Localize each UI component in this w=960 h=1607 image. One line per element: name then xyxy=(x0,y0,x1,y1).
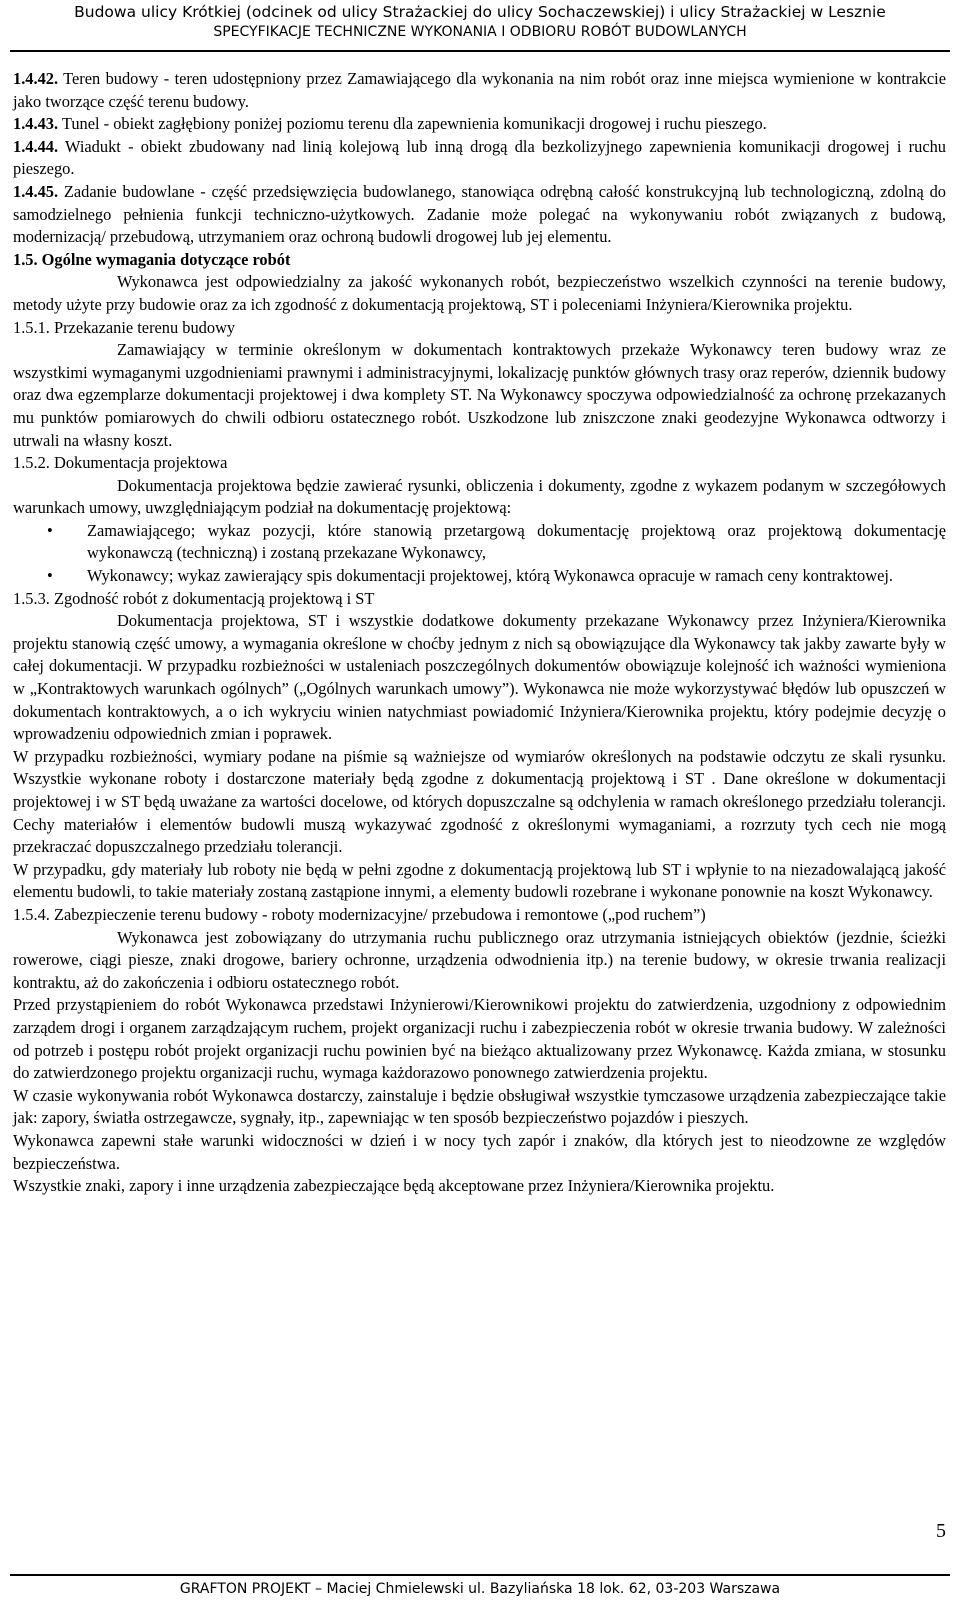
list-item xyxy=(13,565,946,588)
section-heading-1-5-2: 1.5.2. Dokumentacja projektowa xyxy=(13,453,228,473)
section-1-5-2-text: Dokumentacja projektowa będzie zawierać rysunki, obliczenia i dokumenty, zgodne z wykazem podanym w szczegółowych warunkach umowy, uwzględniającym podział na dokumentację projektową: xyxy=(13,475,946,518)
definition-text: Zadanie budowlane - część przedsięwzięcia budowlanego, stanowiąca odrębną całość konstrukcyjną lub technologiczną, zdolną do samodzielnego pełnienia funkcji techniczno-użytkowych. Zadanie może polegać na wykonywaniu robót związanych z budową, modernizacją/ przebudową, utrzymaniem oraz ochroną budowli drogowej lub jej elementu. xyxy=(13,181,946,247)
definition-1-4-42 xyxy=(13,68,946,113)
section-1-5-4-paragraph-5: Wszystkie znaki, zapory i inne urządzenia zabezpieczające będą akceptowane przez Inżyniera/Kierownika projektu. xyxy=(13,1176,775,1196)
definition-1-4-43 xyxy=(13,113,946,136)
page-header xyxy=(0,0,960,56)
header-rule xyxy=(10,50,950,52)
definition-number: 1.4.44. xyxy=(13,136,59,156)
definition-number: 1.4.42. xyxy=(13,69,59,88)
section-1-5-4-paragraph-1: Wykonawca jest zobowiązany do utrzymania ruchu publicznego oraz utrzymania istniejących obiektów (jezdnie, ścieżki rowerowe, ciągi piesze, znaki drogowe, bariery ochronne, urządzenia odwodnienia itp.) na terenie budowy, w okresie trwania realizacji kontraktu, aż do zakończenia i odbioru ostatecznego robót. xyxy=(13,927,946,992)
document-body xyxy=(13,68,946,1198)
page-footer: GRAFTON PROJEKT – Maciej Chmielewski ul. Bazyliańska 18 lok. 62, 03-203 Warszawa xyxy=(179,1581,781,1597)
document-subtitle: SPECYFIKACJE TECHNICZNE WYKONANIA I ODBIORU ROBÓT BUDOWLANYCH xyxy=(213,24,747,40)
definition-text: Tunel - obiekt zagłębiony poniżej poziomu terenu dla zapewnienia komunikacji drogowej i ruchu pieszego. xyxy=(58,114,767,134)
document-title: Budowa ulicy Krótkiej (odcinek od ulicy Strażackiej do ulicy Sochaczewskiej) i ulicy Strażackiej w Lesznie xyxy=(74,3,886,21)
definition-1-4-44 xyxy=(13,136,946,181)
page-number: 5 xyxy=(936,1520,946,1542)
section-heading-1-5: 1.5. Ogólne wymagania dotyczące robót xyxy=(13,249,291,269)
list-item-text: Zamawiającego; wykaz pozycji, które stanowią przetargową dokumentację projektową oraz projektową dokumentację wykonawczą (techniczną) i zostaną przekazane Wykonawcy, xyxy=(87,520,946,563)
definition-number: 1.4.45. xyxy=(13,181,59,201)
section-heading-1-5-1: 1.5.1. Przekazanie terenu budowy xyxy=(13,317,236,337)
documentation-list xyxy=(13,520,946,588)
section-1-5-4-paragraph-4: Wykonawca zapewni stałe warunki widoczności w dzień i w nocy tych zapór i znaków, dla których jest to nieodzowne ze względów bezpieczeństwa. xyxy=(13,1130,946,1173)
bullet-icon: • xyxy=(47,520,53,540)
section-1-5-text: Wykonawca jest odpowiedzialny za jakość wykonanych robót, bezpieczeństwo wszelkich czynności na terenie budowy, metody użyte przy budowie oraz za ich zgodność z dokumentacją projektową, ST i poleceniami Inżyniera/Kierownika projektu. xyxy=(13,272,946,314)
definition-number: 1.4.43. xyxy=(13,114,59,134)
section-1-5-4-paragraph-3: W czasie wykonywania robót Wykonawca dostarczy, zainstaluje i będzie obsługiwał wszystkie tymczasowe urządzenia zabezpieczające takie jak: zapory, światła ostrzegawcze, sygnały, itp., zapewniając w ten sposób bezpieczeństwo pojazdów i pieszych. xyxy=(13,1085,946,1128)
list-item xyxy=(13,520,946,565)
section-1-5-3-paragraph-1: Dokumentacja projektowa, ST i wszystkie dodatkowe dokumenty przekazane Wykonawcy przez Inżyniera/Kierownika projektu stanowią część umowy, a wymagania określone w choćby jednym z nich są obowiązujące dla Wykonawcy tak jakby zawarte były w całej dokumentacji. W przypadku rozbieżności w ustaleniach poszczególnych dokumentów obowiązuje kolejność ich ważności wymieniona w „Kontraktowych warunkach ogólnych” („Ogólnych warunkach umowy”). Wykonawca nie może wykorzystywać błędów lub opuszczeń w dokumentach kontraktowych, a o ich wykryciu winien natychmiast powiadomić Inżyniera/Kierownika projektu, który podejmie decyzję o wprowadzeniu odpowiednich zmian i poprawek. xyxy=(13,611,946,744)
definition-1-4-45 xyxy=(13,181,946,249)
list-item-text: Wykonawcy; wykaz zawierający spis dokumentacji projektowej, którą Wykonawca opracuje w ramach ceny kontraktowej. xyxy=(87,566,894,586)
section-heading-1-5-4: 1.5.4. Zabezpieczenie terenu budowy - roboty modernizacyjne/ przebudowa i remontowe („pod ruchem”) xyxy=(13,904,706,924)
section-1-5-1-text: Zamawiający w terminie określonym w dokumentach kontraktowych przekaże Wykonawcy teren budowy wraz ze wszystkimi wymaganymi uzgodnieniami prawnymi i administracyjnymi, lokalizację punktów głównych trasy oraz reperów, dziennik budowy oraz dwa egzemplarze dokumentacji projektowej i dwa komplety ST. Na Wykonawcy spoczywa odpowiedzialność za ochronę przekazanych mu punktów pomiarowych do chwili odbioru ostatecznego robót. Uszkodzone lub zniszczone znaki geodezyjne Wykonawca odtworzy i utrwali na własny koszt. xyxy=(13,340,946,450)
section-1-5-3-paragraph-2: W przypadku rozbieżności, wymiary podane na piśmie są ważniejsze od wymiarów określonych na podstawie odczytu ze skali rysunku. Wszystkie wykonane roboty i dostarczone materiały będą zgodne z dokumentacją projektową i ST . Dane określone w dokumentacji projektowej i w ST będą uważane za wartości docelowe, od których dopuszczalne są odchylenia w ramach określonego przedziału tolerancji. Cechy materiałów i elementów budowli muszą wykazywać zgodność z określonymi wymaganiami, a rozrzuty tych cech nie mogą przekraczać dopuszczalnego przedziału tolerancji. xyxy=(13,746,946,857)
section-1-5-4-paragraph-2: Przed przystąpieniem do robót Wykonawca przedstawi Inżynierowi/Kierownikowi projektu do zatwierdzenia, uzgodniony z odpowiednim zarządem drogi i organem zarządzającym ruchem, projekt organizacji ruchu i zabezpieczenia robót w okresie trwania budowy. W zależności od potrzeb i postępu robót projekt organizacji ruchu powinien być na bieżąco aktualizowany przez Wykonawcę. Każda zmiana, w stosunku do zatwierdzonego projektu organizacji ruchu, wymaga każdorazowo ponownego zatwierdzenia projektu. xyxy=(13,995,946,1083)
bullet-icon: • xyxy=(47,566,53,586)
definition-text: Wiadukt - obiekt zbudowany nad linią kolejową lub inną drogą dla bezkolizyjnego zapewnienia komunikacji drogowej i ruchu pieszego. xyxy=(13,136,946,179)
definition-text: Teren budowy - teren udostępniony przez Zamawiającego dla wykonania na nim robót oraz inne miejsca wymienione w kontrakcie jako tworzące część terenu budowy. xyxy=(13,69,946,111)
section-1-5-3-paragraph-3: W przypadku, gdy materiały lub roboty nie będą w pełni zgodne z dokumentacją projektową lub ST i wpłynie to na niezadowalającą jakość elementu budowli, to takie materiały zostaną zastąpione innymi, a elementy budowli rozebrane i wykonane ponownie na koszt Wykonawcy. xyxy=(13,859,946,902)
section-heading-1-5-3: 1.5.3. Zgodność robót z dokumentacją projektową i ST xyxy=(13,588,375,608)
